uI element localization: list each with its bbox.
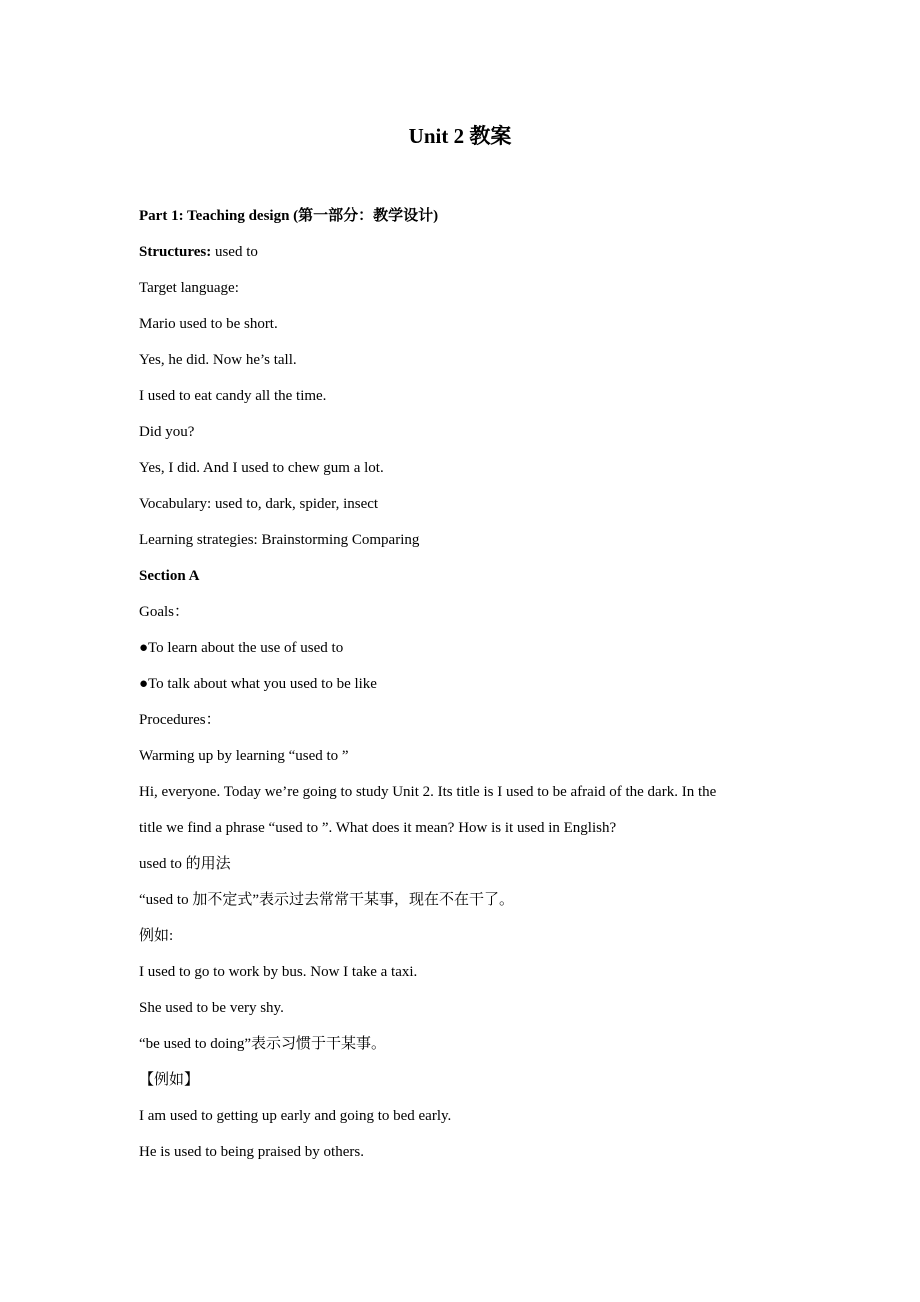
document-title: Unit 2 教案 <box>408 124 512 148</box>
goal-item: ●To talk about what you used to be like <box>139 676 377 692</box>
target-language-line: Mario used to be short. <box>139 316 278 332</box>
goals-label: Goals： <box>139 604 189 620</box>
structures-value: used to <box>211 244 258 260</box>
example-label: 例如: <box>139 928 174 944</box>
structures-label: Structures: <box>139 244 212 260</box>
usage-heading: used to 的用法 <box>139 856 231 872</box>
target-language-line: I used to eat candy all the time. <box>139 388 327 404</box>
procedures-label: Procedures： <box>139 712 221 728</box>
target-language-line: Yes, I did. And I used to chew gum a lot. <box>139 460 384 476</box>
section-a-heading: Section A <box>139 568 200 584</box>
vocabulary-line: Vocabulary: used to, dark, spider, insect <box>139 496 379 512</box>
example-label-bracketed: 【例如】 <box>139 1072 200 1088</box>
learning-strategies-line: Learning strategies: Brainstorming Comparing <box>139 532 420 548</box>
intro-paragraph-line: Hi, everyone. Today we’re going to study Unit 2. Its title is I used to be afraid of the dark. In the <box>139 784 717 800</box>
example-sentence: He is used to being praised by others. <box>139 1144 364 1160</box>
example-sentence: I used to go to work by bus. Now I take a taxi. <box>139 964 418 980</box>
be-used-to-description: “be used to doing”表示习惯于干某事。 <box>139 1036 387 1052</box>
document-body <box>139 198 779 1170</box>
goal-item: ●To learn about the use of used to <box>139 640 344 656</box>
usage-description: “used to 加不定式”表示过去常常干某事，现在不在干了。 <box>139 892 514 908</box>
intro-paragraph-line: title we find a phrase “used to ”. What does it mean? How is it used in English? <box>139 820 617 836</box>
example-sentence: I am used to getting up early and going to bed early. <box>139 1108 452 1124</box>
target-language-line: Did you? <box>139 424 195 440</box>
target-language-line: Yes, he did. Now he’s tall. <box>139 352 297 368</box>
target-language-label: Target language: <box>139 280 239 296</box>
example-sentence: She used to be very shy. <box>139 1000 284 1016</box>
structures-line <box>139 234 779 270</box>
part1-heading: Part 1: Teaching design (第一部分：教学设计) <box>139 208 439 224</box>
warming-up-line: Warming up by learning “used to ” <box>139 748 349 764</box>
